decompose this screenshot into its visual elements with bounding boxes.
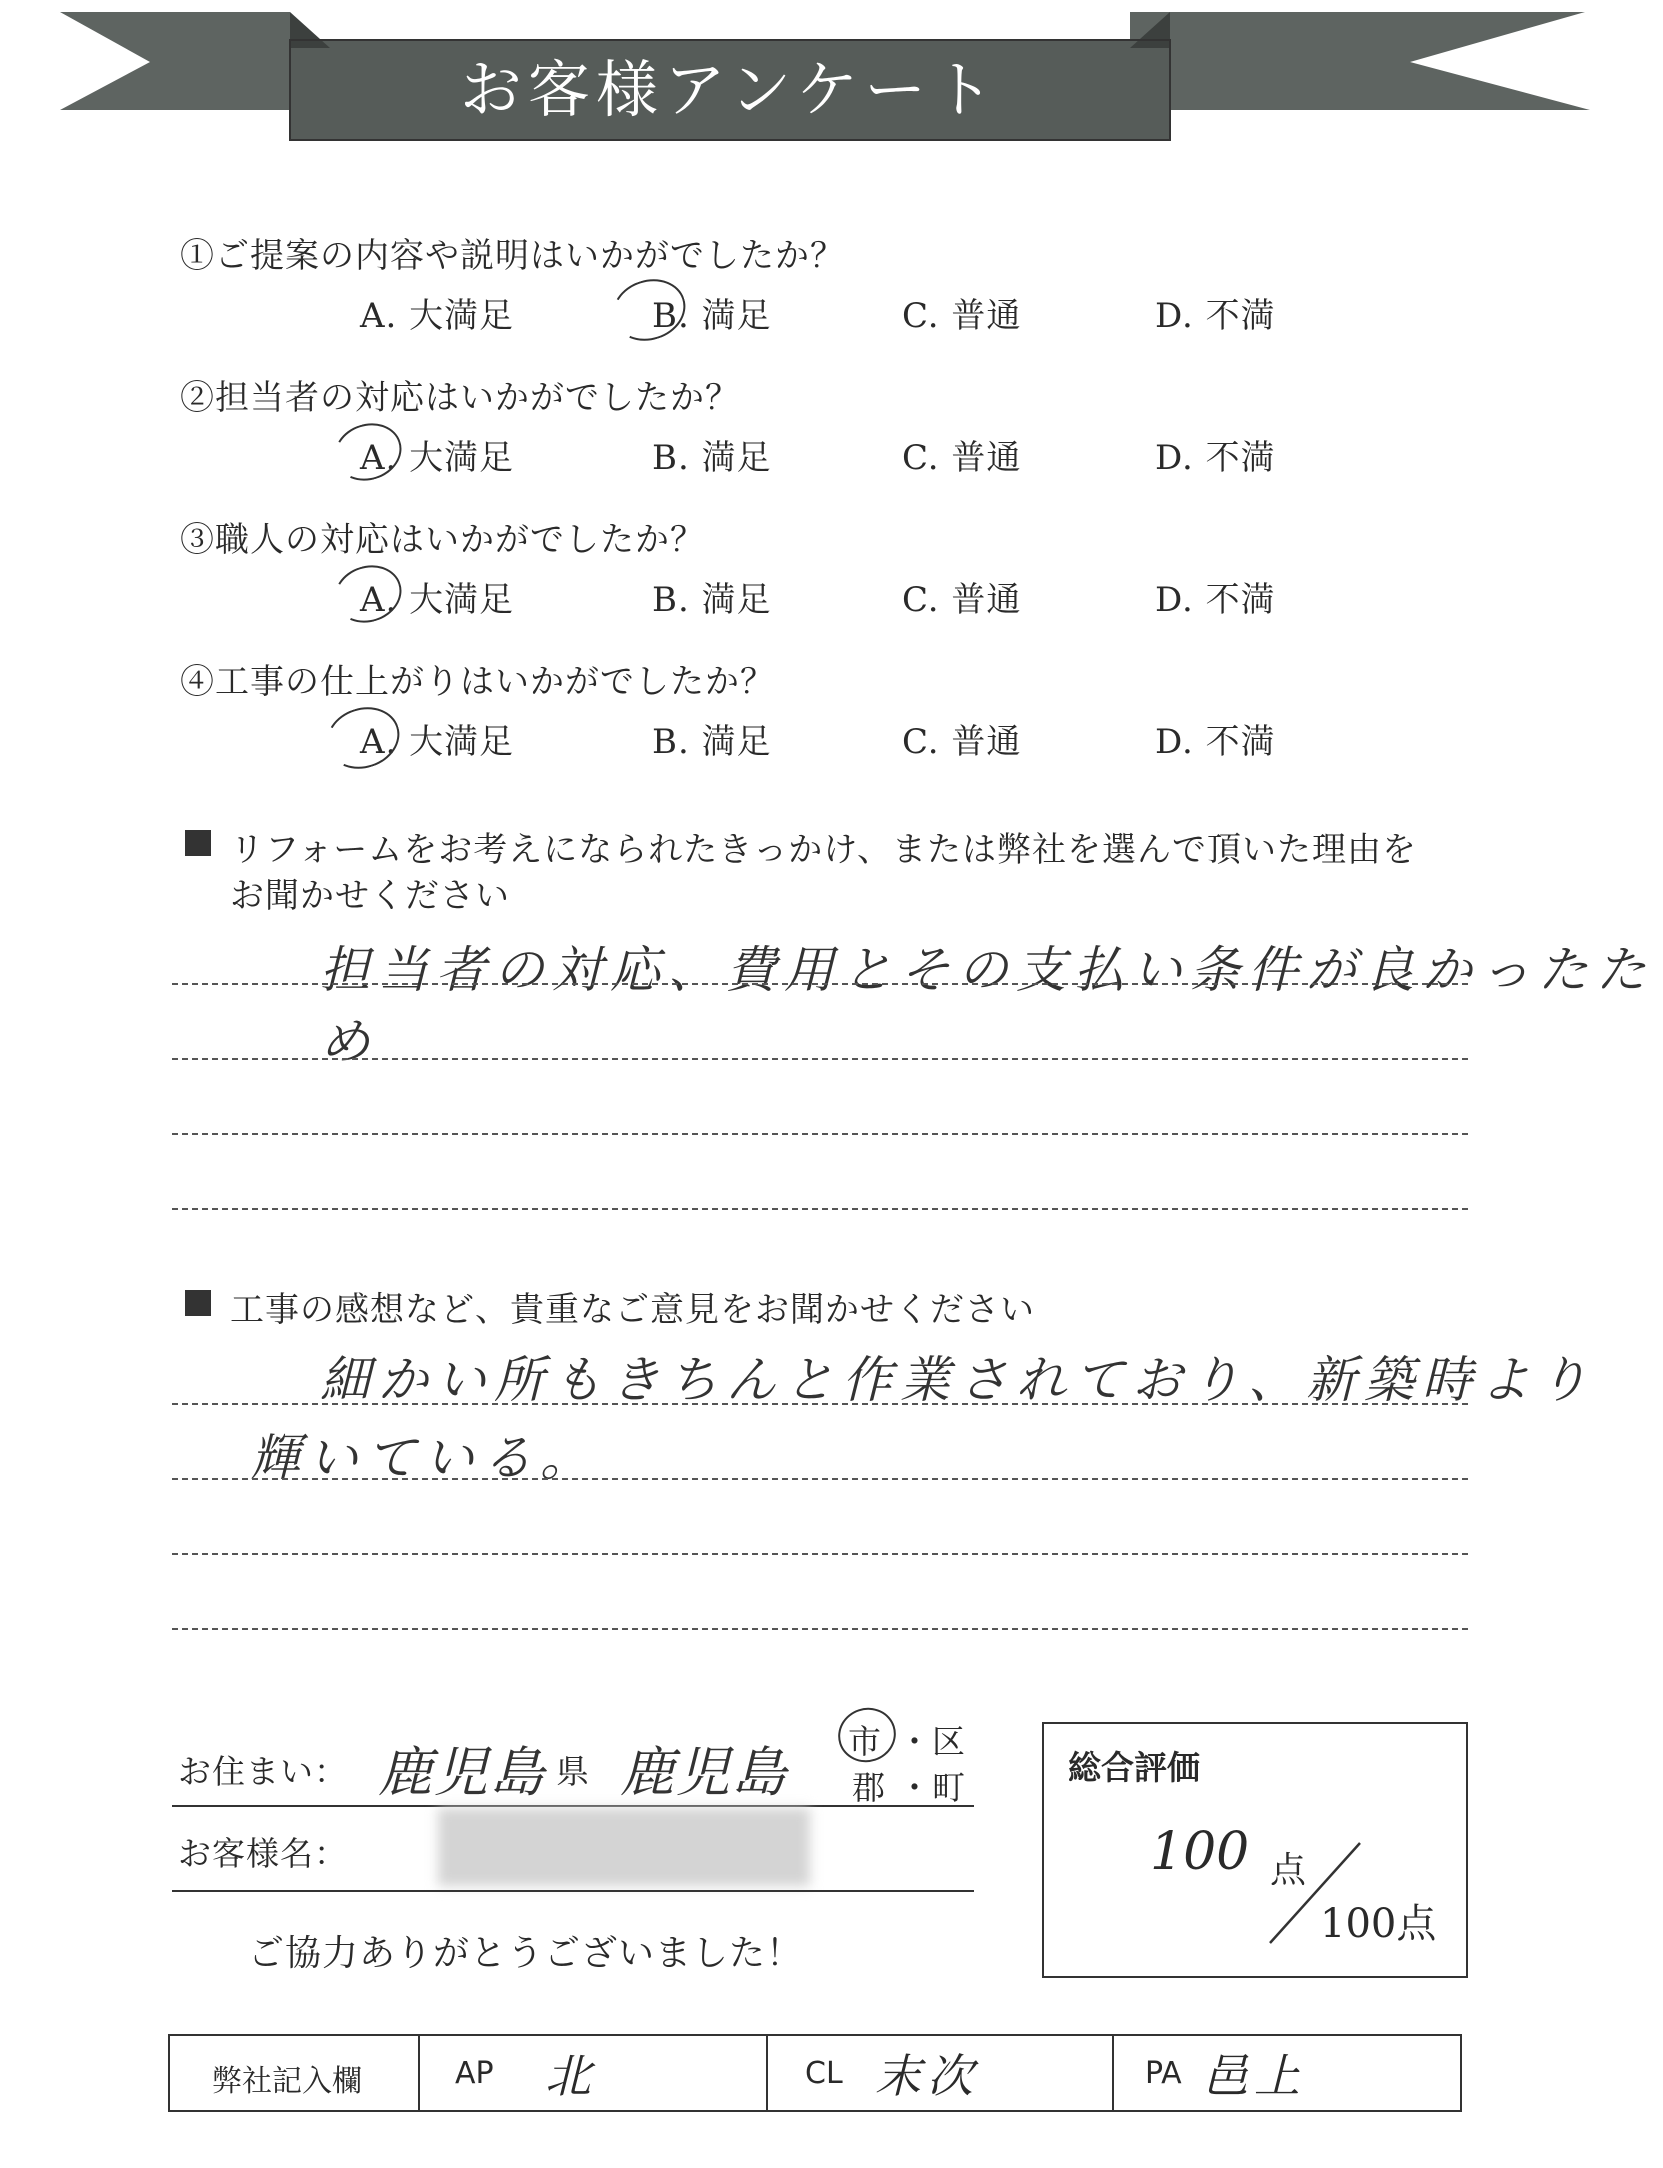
answer-line: [172, 1628, 1468, 1630]
q1-option-c[interactable]: C. 普通: [902, 296, 1022, 336]
ap-label: AP: [455, 2056, 494, 2091]
q2-option-c[interactable]: C. 普通: [902, 438, 1022, 478]
square-bullet-icon: [185, 830, 211, 856]
customer-name-redacted: [438, 1808, 810, 1886]
prefecture-value[interactable]: 鹿児島: [378, 1741, 546, 1804]
section2-heading: 工事の感想など、貴重なご意見をお聞かせください: [230, 1290, 1035, 1330]
table-divider: [418, 2034, 420, 2112]
overall-rating-max: 100点: [1320, 1901, 1437, 1947]
answer-line: [172, 1553, 1468, 1555]
q2-option-d[interactable]: D. 不満: [1155, 438, 1276, 478]
table-divider: [1112, 2034, 1114, 2112]
answer-line: [172, 1133, 1468, 1135]
section2-answer-line1[interactable]: 細かい所もきちんと作業されており、新築時より: [320, 1351, 1596, 1409]
q4-option-d[interactable]: D. 不満: [1155, 722, 1276, 762]
overall-rating-value[interactable]: 100: [1150, 1822, 1250, 1882]
answer-line: [172, 983, 1468, 985]
question-1: ①ご提案の内容や説明はいかがでしたか？: [180, 236, 845, 276]
prefecture-suffix: 県: [556, 1752, 590, 1791]
table-divider: [766, 2034, 768, 2112]
q3-option-d[interactable]: D. 不満: [1155, 580, 1276, 620]
section2-answer-line2[interactable]: 輝いている。: [250, 1429, 598, 1487]
page-title: お客様アンケート: [459, 53, 1001, 126]
customer-name-label: お客様名：: [178, 1834, 348, 1873]
q3-option-a[interactable]: A. 大満足: [360, 580, 515, 620]
square-bullet-icon: [185, 1290, 211, 1316]
section1-heading: リフォームをお考えになられたきっかけ、または弊社を選んで頂いた理由を: [230, 830, 1417, 870]
q4-option-a[interactable]: A. 大満足: [360, 722, 515, 762]
address-label: お住まい：: [178, 1752, 348, 1791]
question-3: ③職人の対応はいかがでしたか？: [180, 520, 705, 560]
pa-value[interactable]: 邑上: [1202, 2049, 1306, 2103]
city-suffix-shi: 市: [848, 1722, 882, 1761]
q1-option-d[interactable]: D. 不満: [1155, 296, 1276, 336]
overall-rating-title: 総合評価: [1068, 1748, 1200, 1787]
q1-option-a[interactable]: A. 大満足: [360, 296, 515, 336]
thanks-message: ご協力ありがとうございました！: [248, 1933, 804, 1974]
q4-selection-circle: [319, 698, 408, 778]
q1-selection-circle: [605, 270, 694, 350]
customer-name-underline: [172, 1890, 974, 1892]
office-use-label: 弊社記入欄: [212, 2064, 362, 2099]
cl-label: CL: [805, 2056, 843, 2091]
city-suffix-ku: ・区: [898, 1722, 966, 1761]
q3-option-b[interactable]: B. 満足: [652, 580, 772, 620]
address-underline: [172, 1805, 974, 1807]
city-value[interactable]: 鹿児島: [620, 1741, 788, 1804]
cl-value[interactable]: 末次: [875, 2049, 979, 2103]
q1-option-b[interactable]: B. 満足: [652, 296, 772, 336]
section1-answer[interactable]: 担当者の対応、費用とその支払い条件が良かったため: [320, 941, 1654, 1071]
q4-option-c[interactable]: C. 普通: [902, 722, 1022, 762]
ap-value[interactable]: 北: [545, 2049, 597, 2103]
answer-line: [172, 1208, 1468, 1210]
overall-rating-unit: 点: [1270, 1850, 1307, 1891]
shi-selection-circle: [831, 1700, 903, 1769]
q3-option-c[interactable]: C. 普通: [902, 580, 1022, 620]
section1-heading-cont: お聞かせください: [230, 876, 510, 916]
question-4: ④工事の仕上がりはいかがでしたか？: [180, 662, 775, 702]
answer-line: [172, 1403, 1468, 1405]
city-suffix-gun: 郡: [852, 1768, 886, 1807]
answer-line: [172, 1058, 1468, 1060]
city-suffix-cho: ・町: [898, 1768, 966, 1807]
pa-label: PA: [1145, 2056, 1182, 2091]
q2-option-a[interactable]: A. 大満足: [360, 438, 515, 478]
q4-option-b[interactable]: B. 満足: [652, 722, 772, 762]
answer-line: [172, 1478, 1468, 1480]
question-2: ②担当者の対応はいかがでしたか？: [180, 378, 740, 418]
q2-option-b[interactable]: B. 満足: [652, 438, 772, 478]
